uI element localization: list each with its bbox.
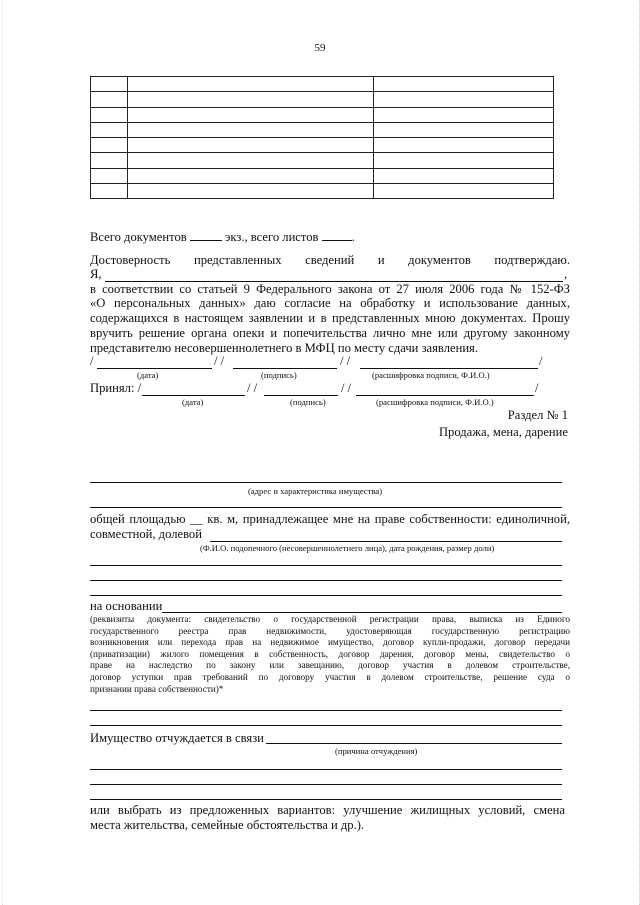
consent-word: представленных bbox=[193, 253, 282, 267]
accepted-sign-caption: (подпись) bbox=[290, 397, 326, 407]
documents-table bbox=[90, 76, 554, 199]
table-cell[interactable] bbox=[91, 184, 128, 199]
address-field-2[interactable] bbox=[90, 507, 562, 508]
table-cell[interactable] bbox=[374, 92, 554, 107]
table-cell[interactable] bbox=[91, 122, 128, 137]
table-cell[interactable] bbox=[128, 138, 374, 153]
consent-line-3: в соответствии со статьей 9 Федерального закона от 27 июля 2006 года № 152-ФЗ bbox=[90, 282, 570, 296]
accepted-date-field[interactable] bbox=[142, 395, 245, 396]
consent-line-4: «О персональных данных» даю согласие на обработку и использование данных, bbox=[90, 296, 570, 310]
consent-line-1 bbox=[90, 253, 570, 268]
table-cell[interactable] bbox=[374, 153, 554, 168]
table-cell[interactable] bbox=[91, 153, 128, 168]
options-line-2: места жительства, семейные обстоятельства и др.). bbox=[90, 818, 365, 832]
basis-field[interactable] bbox=[162, 612, 562, 613]
alienation-line-2[interactable] bbox=[90, 784, 562, 785]
sheets-field[interactable] bbox=[322, 229, 352, 241]
accepted-sign-field[interactable] bbox=[264, 395, 338, 396]
address-caption: (адрес и характеристика имущества) bbox=[248, 486, 383, 496]
totals-end: . bbox=[351, 230, 355, 244]
table-cell[interactable] bbox=[374, 122, 554, 137]
accepted-date-caption: (дата) bbox=[182, 397, 204, 407]
sig1-decode-caption: (расшифровка подписи, Ф.И.О.) bbox=[372, 370, 490, 380]
table-cell[interactable] bbox=[374, 168, 554, 183]
consent-name-label: Я, bbox=[90, 267, 102, 281]
requisites-line: праве на наследство по закону или завещанию, договор участия в долевом строительстве, bbox=[90, 660, 570, 671]
requisites-line: государственного реестра прав недвижимости, удостоверяющая государственную регистрацию bbox=[90, 625, 570, 636]
requisites-field-2[interactable] bbox=[90, 725, 562, 726]
table-row bbox=[91, 138, 554, 153]
table-cell[interactable] bbox=[91, 138, 128, 153]
copies-field[interactable] bbox=[190, 229, 222, 241]
consent-line-6: вручить решение органа опеки и попечительства лично мне или другому законному bbox=[90, 326, 570, 340]
table-cell[interactable] bbox=[128, 184, 374, 199]
sig1-date-caption: (дата) bbox=[137, 370, 159, 380]
table-row bbox=[91, 122, 554, 137]
consent-line-5: содержащихся в настоящем заявлении и в представленных мною документах. Прошу bbox=[90, 311, 570, 325]
table-cell[interactable] bbox=[91, 168, 128, 183]
accepted-slash: / bbox=[535, 381, 539, 395]
shared-label: совместной, долевой bbox=[90, 527, 202, 541]
consent-name-comma: , bbox=[564, 267, 568, 281]
documents-table-body bbox=[91, 77, 554, 199]
table-cell[interactable] bbox=[128, 107, 374, 122]
area-line: общей площадью __ кв. м, принадлежащее мне на праве собственности: единоличной, bbox=[90, 512, 570, 526]
extra-line-3[interactable] bbox=[90, 595, 562, 596]
sig1-sign-caption: (подпись) bbox=[261, 370, 297, 380]
table-cell[interactable] bbox=[128, 77, 374, 92]
table-row bbox=[91, 77, 554, 92]
alienation-line-3[interactable] bbox=[90, 799, 562, 800]
left-scan-edge bbox=[2, 0, 4, 905]
table-cell[interactable] bbox=[374, 107, 554, 122]
extra-line-2[interactable] bbox=[90, 580, 562, 581]
page-number: 59 bbox=[314, 42, 326, 54]
totals-middle: экз., всего листов bbox=[225, 230, 319, 244]
totals-prefix: Всего документов bbox=[90, 230, 187, 244]
alienation-line-1[interactable] bbox=[90, 769, 562, 770]
table-cell[interactable] bbox=[91, 107, 128, 122]
table-cell[interactable] bbox=[128, 92, 374, 107]
sig1-slash: / bbox=[539, 354, 543, 368]
table-row bbox=[91, 168, 554, 183]
alienation-reason-field[interactable] bbox=[266, 743, 562, 744]
requisites-line: (приватизации) жилого помещения в собственность, договор дарения, договор мены, свидетельство о bbox=[90, 648, 570, 659]
table-row bbox=[91, 107, 554, 122]
address-field[interactable] bbox=[90, 482, 562, 483]
table-cell[interactable] bbox=[374, 138, 554, 153]
requisites-line: признании права собственности)* bbox=[90, 683, 224, 694]
accepted-decode-field[interactable] bbox=[356, 395, 534, 396]
alienation-reason-caption: (причина отчуждения) bbox=[335, 746, 418, 756]
section-subtitle: Продажа, мена, дарение bbox=[438, 425, 568, 439]
accepted-slash: / / bbox=[247, 381, 258, 395]
requisites-line: договор уступки прав требований по договору участия в долевом строительстве, решение суда о bbox=[90, 671, 570, 682]
accepted-label: Принял: / bbox=[90, 381, 142, 395]
requisites-field-1[interactable] bbox=[90, 710, 562, 711]
extra-line-1[interactable] bbox=[90, 565, 562, 566]
ward-field[interactable] bbox=[210, 541, 562, 542]
table-cell[interactable] bbox=[374, 184, 554, 199]
accepted-slash: / / bbox=[341, 381, 352, 395]
accepted-decode-caption: (расшифровка подписи, Ф.И.О.) bbox=[376, 397, 494, 407]
table-row bbox=[91, 184, 554, 199]
table-cell[interactable] bbox=[128, 122, 374, 137]
options-line-1: или выбрать из предложенных вариантов: улучшение жилищных условий, смена bbox=[90, 803, 565, 817]
totals-line bbox=[90, 229, 355, 245]
alienation-label: Имущество отчуждается в связи bbox=[90, 731, 264, 745]
requisites-line: (реквизиты документа: свидетельство о государственной регистрации права, выписка из Единого bbox=[90, 614, 570, 624]
consent-word: сведений bbox=[305, 253, 355, 267]
consent-word: документов bbox=[408, 253, 471, 267]
consent-word: и bbox=[377, 253, 385, 267]
consent-word: подтверждаю. bbox=[494, 253, 570, 267]
sig1-slash: / / bbox=[214, 354, 225, 368]
table-cell[interactable] bbox=[128, 153, 374, 168]
table-cell[interactable] bbox=[91, 77, 128, 92]
table-cell[interactable] bbox=[91, 92, 128, 107]
consent-line-7: представителю несовершеннолетнего в МФЦ по месту сдачи заявления. bbox=[90, 341, 479, 355]
basis-label: на основании bbox=[90, 599, 163, 613]
requisites-line: возникновения или перехода прав на недвижимое имущество, договор купли-продажи, договор передачи bbox=[90, 637, 570, 648]
table-cell[interactable] bbox=[374, 77, 554, 92]
sig1-slash: / bbox=[90, 354, 94, 368]
section-title: Раздел № 1 bbox=[507, 408, 568, 422]
consent-word: Достоверность bbox=[90, 253, 171, 267]
sig1-sign-field[interactable] bbox=[233, 368, 337, 369]
requisites-block bbox=[90, 614, 570, 695]
table-cell[interactable] bbox=[128, 168, 374, 183]
sig1-decode-field[interactable] bbox=[360, 368, 538, 369]
table-row bbox=[91, 92, 554, 107]
table-row bbox=[91, 153, 554, 168]
sig1-slash: / / bbox=[340, 354, 351, 368]
sig1-date-field[interactable] bbox=[97, 368, 212, 369]
ward-caption: (Ф.И.О. подопечного (несовершеннолетнего лица), дата рождения, размер доли) bbox=[200, 543, 495, 553]
